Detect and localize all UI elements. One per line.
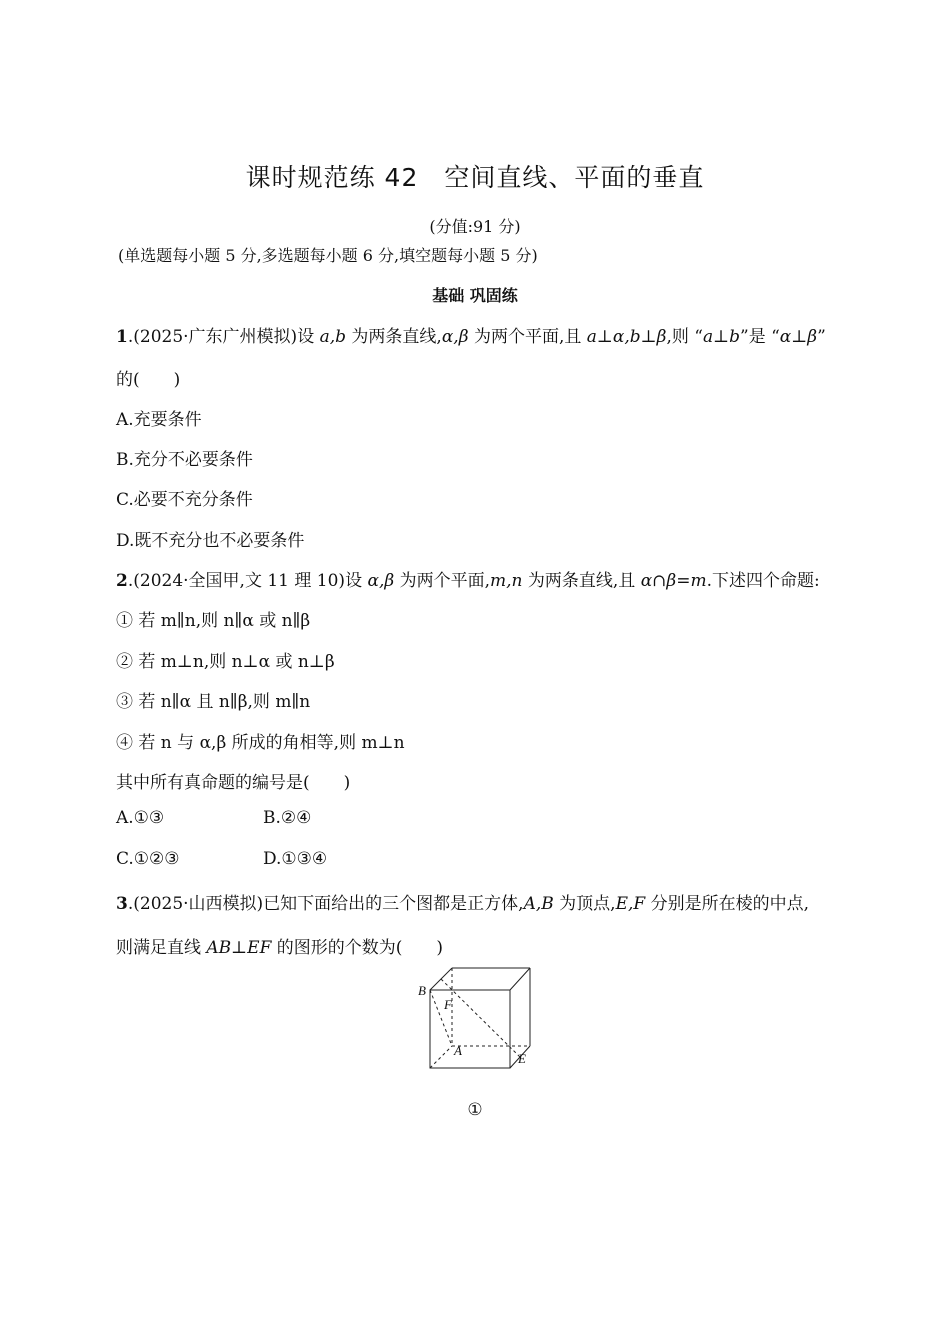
math-run: a⊥α,b⊥β xyxy=(586,327,667,347)
math-run: m,n xyxy=(490,571,523,591)
math-run: E,F xyxy=(615,894,646,914)
text-run: 已知下面给出的三个图都是正方体, xyxy=(263,894,524,914)
text-run: ,则 “ xyxy=(666,327,703,347)
option-b: B.充分不必要条件 xyxy=(116,450,253,470)
option-c: C.必要不充分条件 xyxy=(116,490,253,510)
math-run: AB⊥EF xyxy=(206,938,272,958)
question-2-stem xyxy=(116,566,820,591)
math-run: α,β xyxy=(441,327,469,347)
math-run: α,β xyxy=(367,571,395,591)
option-d: D.①③④ xyxy=(263,849,328,869)
text-run: 则满足直线 xyxy=(116,938,207,958)
label-f: F xyxy=(444,997,452,1012)
question-source: .(2025·广东广州模拟) xyxy=(127,327,298,347)
question-number: 3 xyxy=(116,894,128,914)
proposition-2: ② 若 m⊥n,则 n⊥α 或 n⊥β xyxy=(116,652,335,672)
option-a: A.充要条件 xyxy=(116,410,202,430)
math-run: a,b xyxy=(319,327,347,347)
text-run: 为两条直线, xyxy=(346,327,442,347)
label-b: B xyxy=(418,983,426,998)
math-run: α∩β=m xyxy=(640,571,707,591)
math-run: a⊥b xyxy=(702,327,740,347)
text-run: ” xyxy=(817,327,826,347)
scoring-rule: (单选题每小题 5 分,多选题每小题 6 分,填空题每小题 5 分) xyxy=(118,246,538,265)
question-3-stem xyxy=(116,889,809,914)
cube-edge xyxy=(510,968,530,990)
label-a: A xyxy=(454,1043,462,1058)
math-run: α⊥β xyxy=(779,327,818,347)
text-run: 为两个平面, xyxy=(394,571,490,591)
figure-caption: ① xyxy=(467,1100,483,1120)
text-run: 分别是所在棱的中点, xyxy=(645,894,810,914)
proposition-3: ③ 若 n∥α 且 n∥β,则 m∥n xyxy=(116,692,311,712)
text-run: 设 xyxy=(345,571,368,591)
text-run: 设 xyxy=(297,327,320,347)
math-run: A,B xyxy=(523,894,554,914)
section-heading: 基础 巩固练 xyxy=(432,286,518,305)
question-source: .(2025·山西模拟) xyxy=(127,894,264,914)
text-run: 为顶点, xyxy=(553,894,616,914)
option-b: B.②④ xyxy=(263,808,312,828)
text-run: .下述四个命题: xyxy=(706,571,820,591)
proposition-1: ① 若 m∥n,则 n∥α 或 n∥β xyxy=(116,611,311,631)
question-number: 1 xyxy=(116,327,128,347)
text-run: 为两条直线,且 xyxy=(522,571,641,591)
segment-ef xyxy=(441,979,520,1057)
label-e: E xyxy=(518,1051,526,1066)
option-c: C.①②③ xyxy=(116,849,180,869)
text-run: ”是 “ xyxy=(740,327,780,347)
page-title: 课时规范练 42 空间直线、平面的垂直 xyxy=(245,163,705,192)
score-note: (分值:91 分) xyxy=(429,217,521,236)
question-3-stem-line2 xyxy=(116,933,443,958)
text-run: 的图形的个数为( ) xyxy=(271,938,444,958)
question-1-stem xyxy=(116,322,826,347)
proposition-4: ④ 若 n 与 α,β 所成的角相等,则 m⊥n xyxy=(116,733,405,753)
hidden-edge xyxy=(430,1046,452,1068)
question-source: .(2024·全国甲,文 11 理 10) xyxy=(127,571,346,591)
option-d: D.既不充分也不必要条件 xyxy=(116,531,305,551)
cube-front-face xyxy=(430,990,510,1068)
question-1-stem-tail: 的( ) xyxy=(116,370,181,390)
option-a: A.①③ xyxy=(116,808,165,828)
question-number: 2 xyxy=(116,571,128,591)
question-2-ask: 其中所有真命题的编号是( ) xyxy=(116,773,351,793)
text-run: 为两个平面,且 xyxy=(468,327,587,347)
cube-figure xyxy=(412,962,542,1072)
